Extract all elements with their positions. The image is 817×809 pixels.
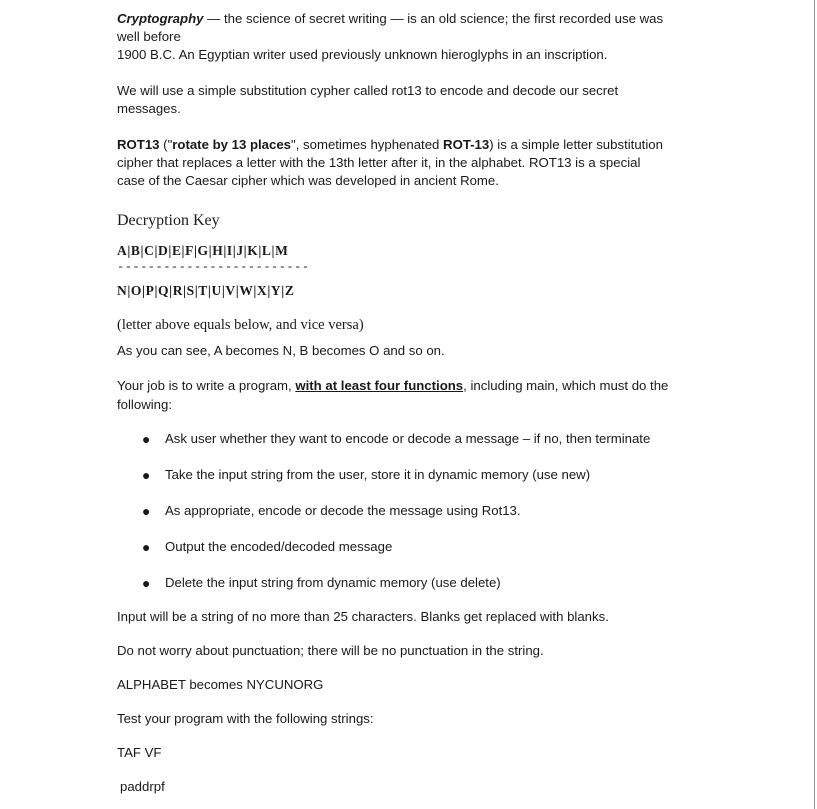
- bullet-icon: ●: [142, 575, 151, 591]
- bullet-icon: ●: [142, 539, 151, 555]
- rule-punctuation: Do not worry about punctuation; there will be no punctuation in the string.: [117, 643, 544, 658]
- example-line: As you can see, A becomes N, B becomes O and so on.: [117, 343, 445, 358]
- document-body: [117, 10, 697, 796]
- rot13-mid: ", sometimes hyphenated: [291, 137, 444, 152]
- rot13-paragraph: [117, 136, 697, 190]
- rot13-rest: ) is a simple letter substitution: [489, 137, 663, 152]
- test-string-2: paddrpf: [120, 779, 165, 794]
- intro-text-2: well before: [117, 29, 181, 44]
- bullet-icon: ●: [142, 467, 151, 483]
- rot-intro-1: We will use a simple substitution cypher called rot13 to encode and decode our secret: [117, 83, 619, 98]
- rot13-line3: case of the Caesar cipher which was developed in ancient Rome.: [117, 173, 499, 188]
- key-heading: Decryption Key: [117, 212, 220, 229]
- list-item: ● As appropriate, encode or decode the message using Rot13.: [142, 503, 521, 519]
- rot13-rotate: rotate by 13 places: [172, 137, 292, 152]
- test-string-1: TAF VF: [117, 745, 162, 760]
- list-item: ● Output the encoded/decoded message: [142, 539, 393, 555]
- rot-intro-2: messages.: [117, 101, 181, 116]
- job-line2: following:: [117, 397, 172, 412]
- job-prefix: Your job is to write a program,: [117, 378, 296, 393]
- job-suffix: , including main, which must do the: [463, 378, 669, 393]
- intro-term: Cryptography: [117, 11, 204, 26]
- rot13-line2: cipher that replaces a letter with the 13th letter after it, in the alphabet. ROT13 is a special: [117, 155, 641, 170]
- rot13-name: ROT13: [117, 137, 160, 152]
- job-emphasis: with at least four functions: [295, 378, 464, 393]
- list-item: ● Take the input string from the user, store it in dynamic memory (use new): [142, 467, 591, 483]
- rot13-alt: ROT-13: [443, 137, 490, 152]
- task-list: [117, 430, 697, 592]
- key-divider: -------------------------: [117, 260, 310, 274]
- list-item: ● Delete the input string from dynamic memory (use delete): [142, 575, 501, 591]
- rot-intro-paragraph: [117, 82, 697, 118]
- intro-paragraph: [117, 10, 697, 64]
- bullet-icon: ●: [142, 431, 151, 447]
- key-top-row: A|B|C|D|E|F|G|H|I|J|K|L|M: [117, 243, 289, 258]
- intro-text-1: — the science of secret writing — is an old science; the first recorded use was: [203, 11, 664, 26]
- test-intro: Test your program with the following strings:: [117, 711, 374, 726]
- key-note: (letter above equals below, and vice versa): [117, 317, 364, 333]
- rule-example: ALPHABET becomes NYCUNORG: [117, 677, 324, 692]
- key-bottom-row: N|O|P|Q|R|S|T|U|V|W|X|Y|Z: [117, 283, 295, 298]
- list-item: ● Ask user whether they want to encode or decode a message – if no, then terminate: [142, 431, 651, 447]
- bullet-icon: ●: [142, 503, 151, 519]
- rule-input: Input will be a string of no more than 25 characters. Blanks get replaced with blanks.: [117, 609, 609, 624]
- intro-text-3: 1900 B.C. An Egyptian writer used previously unknown hieroglyphs in an inscription.: [117, 47, 608, 62]
- page-right-edge: [814, 0, 815, 809]
- rot13-open: (": [159, 137, 173, 152]
- job-paragraph: [117, 376, 697, 414]
